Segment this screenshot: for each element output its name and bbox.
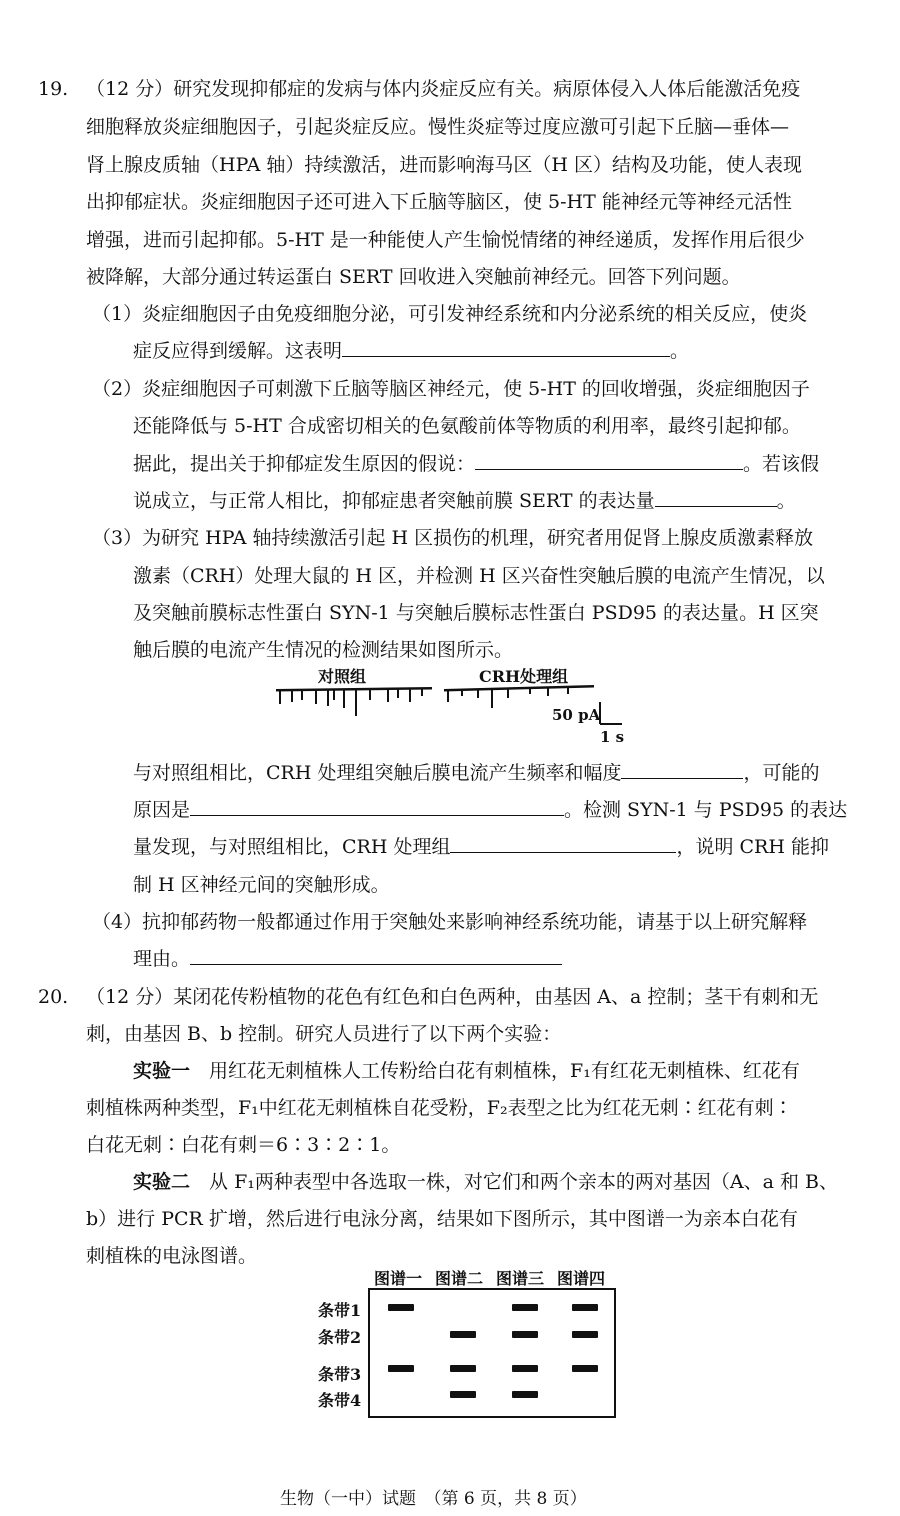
gel-lane-3-label: 图谱三 (496, 1269, 545, 1288)
q19-line-5: 增强，进而引起抑郁。5-HT 是一种能使人产生愉悦情绪的神经递质，发挥作用后很少 (86, 229, 805, 251)
gel-band-row1-lane1 (388, 1304, 414, 1311)
gel-row-1-label: 条带1 (318, 1301, 362, 1320)
gel-band-row4-lane2 (450, 1391, 476, 1398)
q19-p3-line-8: 制 H 区神经元间的突触形成。 (133, 874, 390, 896)
q19-p3-line-6 (133, 797, 847, 823)
q20-line-2: 刺，由基因 B、b 控制。研究人员进行了以下两个实验： (86, 1023, 562, 1045)
q19-p3-line-7 (133, 834, 829, 860)
q19-p3-line-7-text: 量发现，与对照组相比，CRH 处理组 (133, 836, 451, 858)
gel-band-row3-lane2 (450, 1365, 476, 1372)
q19-p3-line-6-end: 。检测 SYN-1 与 PSD95 的表达 (564, 799, 848, 821)
gel-row-2-label: 条带2 (318, 1328, 362, 1347)
gel-band-row1-lane4 (572, 1304, 598, 1311)
q19-p2-line-4-end: 。 (776, 490, 796, 512)
answer-blank-6[interactable] (450, 834, 676, 853)
gel-band-row2-lane4 (572, 1331, 598, 1338)
answer-blank-1[interactable] (342, 338, 670, 357)
q19-p1-line-2-end: 。 (670, 340, 690, 362)
q19-line-4: 出抑郁症状。炎症细胞因子还可进入下丘脑等脑区，使 5-HT 能神经元等神经元活性 (86, 191, 792, 213)
q19-p2-line-2: 还能降低与 5-HT 合成密切相关的色氨酸前体等物质的利用率，最终引起抑郁。 (133, 415, 801, 437)
scale-current-label: 50 pA (552, 706, 601, 724)
q19-p3-line-2: 激素（CRH）处理大鼠的 H 区，并检测 H 区兴奋性突触后膜的电流产生情况，以 (133, 565, 825, 587)
gel-lane-2-label: 图谱二 (435, 1269, 484, 1288)
answer-blank-5[interactable] (190, 797, 564, 816)
answer-blank-3[interactable] (655, 488, 777, 507)
control-trace (276, 688, 432, 716)
q19-line-1: （12 分）研究发现抑郁症的发病与体内炎症反应有关。病原体侵入人体后能激活免疫 (86, 78, 801, 100)
gel-band-row3-lane3 (512, 1365, 538, 1372)
q19-p4-line-1: （4）抗抑郁药物一般都通过作用于突触处来影响神经系统功能，请基于以上研究解释 (92, 911, 808, 933)
exp2-line-1 (133, 1169, 838, 1195)
gel-band-row4-lane3 (512, 1391, 538, 1398)
q19-p1-line-2-text: 症反应得到缓解。这表明 (133, 340, 343, 362)
exp1-line-3: 白花无刺∶白花有刺＝6∶3∶2∶1。 (86, 1134, 401, 1156)
q19-p3-line-5 (133, 760, 819, 786)
figure-label-control: 对照组 (318, 667, 367, 686)
gel-row-3-label: 条带3 (318, 1365, 362, 1384)
gel-band-row2-lane2 (450, 1331, 476, 1338)
scale-bar (600, 702, 622, 724)
exp1-line-1 (133, 1058, 800, 1084)
exp2-title: 实验二 (133, 1171, 191, 1193)
answer-blank-7[interactable] (190, 946, 562, 965)
scale-time-label: 1 s (600, 728, 625, 746)
gel-band-row3-lane4 (572, 1365, 598, 1372)
q19-p2-line-3-end: 。若该假 (743, 453, 820, 475)
gel-band-row2-lane3 (512, 1331, 538, 1338)
q19-p3-line-5-text: 与对照组相比，CRH 处理组突触后膜电流产生频率和幅度 (133, 762, 622, 784)
q19-p3-line-7-end: ，说明 CRH 能抑 (676, 836, 829, 858)
q19-line-6: 被降解，大部分通过转运蛋白 SERT 回收进入突触前神经元。回答下列问题。 (86, 266, 741, 288)
gel-lane-4-label: 图谱四 (557, 1269, 606, 1288)
q19-line-2: 细胞释放炎症细胞因子，引起炎症反应。慢性炎症等过度应激可引起下丘脑—垂体— (86, 116, 790, 138)
q19-p2-line-4-text: 说成立，与正常人相比，抑郁症患者突触前膜 SERT 的表达量 (133, 490, 655, 512)
exp1-line-2: 刺植株两种类型，F₁中红花无刺植株自花受粉，F₂表型之比为红花无刺∶红花有刺∶ (86, 1097, 793, 1119)
crh-trace (444, 686, 594, 708)
exp1-title: 实验一 (133, 1060, 191, 1082)
q19-line-3: 肾上腺皮质轴（HPA 轴）持续激活，进而影响海马区（H 区）结构及功能，使人表现 (86, 154, 802, 176)
gel-band-row3-lane1 (388, 1365, 414, 1372)
exp1-line-1-text: 用红花无刺植株人工传粉给白花有刺植株，F₁有红花无刺植株、红花有 (209, 1060, 800, 1082)
q20-number: 20. (38, 986, 69, 1008)
q19-number: 19. (38, 78, 69, 100)
q19-p3-line-4: 触后膜的电流产生情况的检测结果如图所示。 (133, 639, 514, 661)
q19-p4-line-2-text: 理由。 (133, 948, 191, 970)
gel-band-row1-lane3 (512, 1304, 538, 1311)
q19-p2-line-1: （2）炎症细胞因子可刺激下丘脑等脑区神经元，使 5-HT 的回收增强，炎症细胞因子 (92, 378, 810, 400)
q19-p3-line-6-text: 原因是 (133, 799, 191, 821)
q19-p2-line-3-text: 据此，提出关于抑郁症发生原因的假说： (133, 453, 476, 475)
gel-lane-1-label: 图谱一 (374, 1269, 423, 1288)
q19-p1-line-1: （1）炎症细胞因子由免疫细胞分泌，可引发神经系统和内分泌系统的相关反应，使炎 (92, 303, 808, 325)
answer-blank-4[interactable] (621, 760, 743, 779)
q20-line-1: （12 分）某闭花传粉植物的花色有红色和白色两种，由基因 A、a 控制；茎干有刺和无 (86, 986, 819, 1008)
q19-p4-line-2 (133, 946, 562, 972)
exp2-line-1-text: 从 F₁两种表型中各选取一株，对它们和两个亲本的两对基因（A、a 和 B、 (209, 1171, 838, 1193)
exp2-line-3: 刺植株的电泳图谱。 (86, 1245, 258, 1267)
page-footer: 生物（一中）试题 （第 6 页，共 8 页） (280, 1489, 587, 1509)
gel-electrophoresis-box (368, 1288, 616, 1418)
answer-blank-2[interactable] (475, 451, 743, 470)
exp2-line-2: b）进行 PCR 扩增，然后进行电泳分离，结果如下图所示，其中图谱一为亲本白花有 (86, 1208, 798, 1230)
q19-p1-line-2 (133, 338, 689, 364)
figure-label-crh: CRH处理组 (479, 667, 569, 686)
q19-p3-line-5-end: ，可能的 (743, 762, 820, 784)
q19-p2-line-4 (133, 488, 796, 514)
q19-p2-line-3 (133, 451, 819, 477)
q19-p3-line-3: 及突触前膜标志性蛋白 SYN-1 与突触后膜标志性蛋白 PSD95 的表达量。H 区突 (133, 602, 819, 624)
q19-p3-line-1: （3）为研究 HPA 轴持续激活引起 H 区损伤的机理，研究者用促肾上腺皮质激素释放 (92, 527, 814, 549)
gel-row-4-label: 条带4 (318, 1391, 362, 1410)
